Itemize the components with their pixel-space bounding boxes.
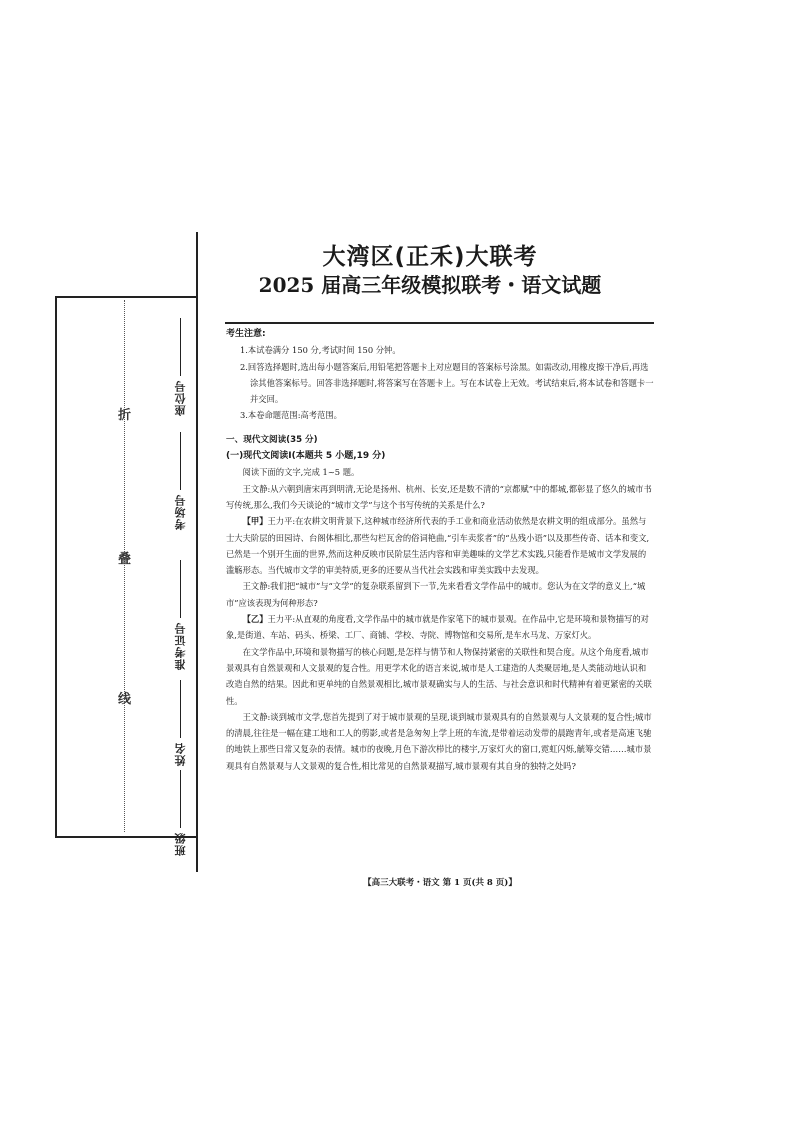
exam-room-field[interactable]	[173, 432, 189, 530]
notice-item: 2.回答选择题时,选出每小题答案后,用铅笔把答题卡上对应题目的答案标号涂黑。如需改动,用橡皮擦干净后,再选涂其他答案标号。回答非选择题时,将答案写在答题卡上。写在本试卷上无效。考试结束后,将本试卷和答题卡一并交回。	[240, 361, 654, 405]
binding-left-line	[55, 296, 57, 836]
notice-heading: 考生注意:	[226, 329, 266, 339]
notice-item: 1.本试卷满分 150 分,考试时间 150 分钟。	[240, 345, 401, 356]
paragraph-text: 王力平:从直观的角度看,文学作品中的城市就是作家笔下的城市景观。在作品中,它是环境和景物描写的对象,是街道、车站、码头、桥梁、工厂、商铺、学校、寺院、博物馆和交易所,是车水马龙、万家灯火。	[226, 614, 649, 641]
paragraph: 在文学作品中,环境和景物描写的核心问题,是怎样与情节和人物保持紧密的关联性和契合度。从这个角度看,城市景观具有自然景观和人文景观的复合性。用更学术化的语言来说,城市是人工建造的人类聚居地,是人类能动地认识和改造自然的结果。因此和更单纯的自然景观相比,城市景观确实与人的生活、与社会意识和时代精神有着更紧密的关联性。	[226, 646, 652, 706]
seat-number-field[interactable]	[173, 318, 189, 416]
paragraph-yi	[226, 611, 654, 644]
subsection-title: (一)现代文阅读Ⅰ(本题共 5 小题,19 分)	[226, 451, 386, 462]
class-field[interactable]	[173, 770, 189, 856]
admission-number-field[interactable]	[173, 560, 189, 670]
binding-top-rule	[55, 296, 197, 298]
page-content	[226, 326, 654, 774]
name-label: 姓名	[174, 742, 187, 766]
seat-number-label: 座位号	[174, 380, 187, 416]
tag-yi: 【乙】	[242, 614, 268, 625]
paragraph-jia	[226, 513, 654, 578]
tag-jia: 【甲】	[242, 516, 268, 527]
paragraph-text: 王力平:在农耕文明背景下,这种城市经济所代表的手工业和商业活动依然是农耕文明的组成部分。虽然与士大夫阶层的田园诗、台阁体相比,那些勾栏瓦舍的俗词艳曲,“引车卖浆者”的“丛残小语”以及那些传奇、话本和变文,已然是一个别开生面的世界,然而这种反映市民阶层生活内容和审美趣味的文学艺术实践,只能看作是城市文学发展的滥觞形态。当代城市文学的审美特质,更多的还要从当代社会实践和审美实践中去发现。	[226, 516, 650, 576]
admission-number-label: 准考证号	[174, 622, 187, 670]
section-title: 一、现代文阅读(35 分)	[226, 434, 318, 445]
fold-char-die: 叠	[118, 552, 132, 567]
name-field[interactable]	[173, 680, 189, 766]
notice-item: 3.本卷命题范围:高考范围。	[240, 410, 342, 421]
exam-subtitle: 2025 届高三年级模拟联考・语文试题	[258, 273, 602, 297]
class-label: 班级	[174, 832, 187, 856]
exam-title: 大湾区(正禾)大联考	[322, 244, 538, 270]
paragraph: 王文静:我们把“城市”与“文学”的复杂联系留到下一节,先来看看文学作品中的城市。您认为在文学的意义上,“城市”应该表现为何种形态?	[226, 581, 646, 608]
paragraph: 王文静:从六朝到唐宋再到明清,无论是扬州、杭州、长安,还是数不清的“京都赋”中的都城,都彰显了悠久的城市书写传统,那么,我们今天谈论的“城市文学”与这个书写传统的关系是什么?	[226, 483, 652, 510]
page-footer: 【高三大联考・语文 第 1 页(共 8 页)】	[363, 878, 517, 888]
paragraph: 王文静:谈到城市文学,您首先提到了对于城市景观的呈现,谈到城市景观具有的自然景观与人文景观的复合性;城市的清晨,往往是一幅在建工地和工人的剪影,或者是急匆匆上学上班的车流,是带着运动发带的晨跑青年,或者是高速飞驰的地铁上那些日常又复杂的表情。城市的夜晚,月色下游次栉比的楼宇,万家灯火的窗口,霓虹闪烁,觥筹交错……城市景观具有自然景观与人文景观的复合性,相比常见的自然景观描写,城市景观有其自身的独特之处吗?	[226, 711, 652, 771]
binding-outer-line	[196, 232, 198, 872]
fold-char-zhe: 折	[118, 408, 132, 423]
exam-room-label: 考场号	[174, 494, 187, 530]
title-rule	[225, 322, 654, 324]
instruction: 阅读下面的文字,完成 1~5 题。	[242, 467, 360, 478]
fold-char-xian: 线	[118, 692, 132, 707]
